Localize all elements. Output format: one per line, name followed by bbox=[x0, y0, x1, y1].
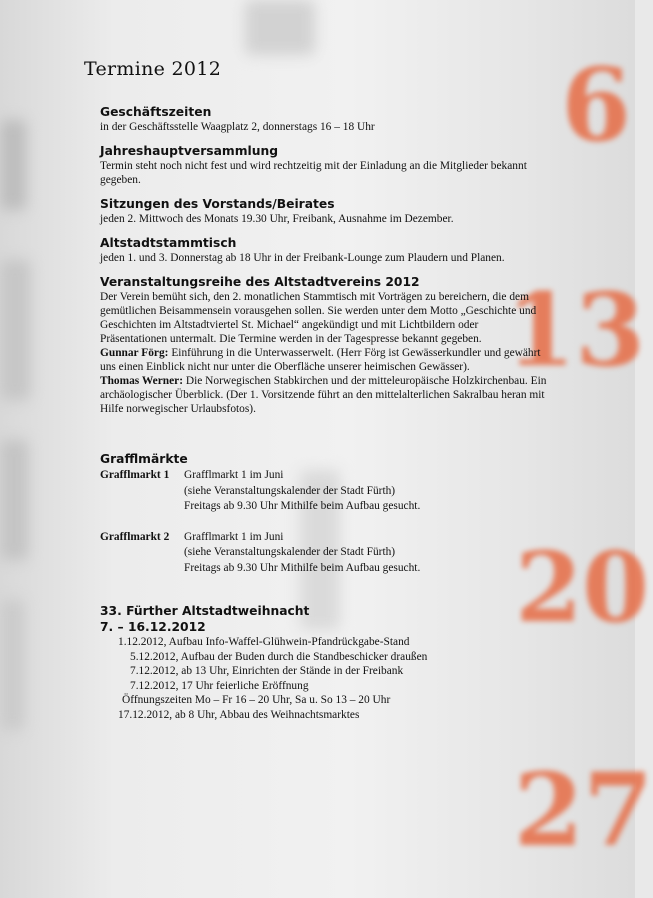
section-heading: Jahreshauptversammlung bbox=[100, 144, 279, 158]
background-number-6: 6 bbox=[561, 46, 631, 164]
section-heading: Geschäftszeiten bbox=[100, 105, 212, 119]
grafflmarkt-details bbox=[184, 530, 548, 577]
grafflmarkt-row bbox=[100, 530, 548, 577]
section-intro: Der Verein bemüht sich, den 2. monatlichen Stammtisch mit Vorträgen zu bereichern, die dem gemütlichen Beisammensein vorausgehen sollen. Sie werden unter dem Motto „Geschichte und Geschichten im Altstadtviertel St. Michael“ angekündigt und mit Lichtbildern oder Präsentationen untermalt. Die Termine werden in der Tagespresse bekannt gegeben. bbox=[100, 291, 537, 345]
detail-line: Grafflmarkt 1 im Juni bbox=[184, 530, 284, 543]
section-jahresversammlung bbox=[100, 143, 548, 187]
page-title: Termine 2012 bbox=[84, 58, 222, 80]
schedule-item: Öffnungszeiten Mo – Fr 16 – 20 Uhr, Sa u. So 13 – 20 Uhr bbox=[122, 694, 391, 706]
detail-line: (siehe Veranstaltungskalender der Stadt Fürth) bbox=[184, 546, 396, 558]
section-text: Termin steht noch nicht fest und wird rechtzeitig mit der Einladung an die Mitglieder bekannt gegeben. bbox=[100, 160, 527, 186]
talk-description: Einführung in die Unterwasserwelt. (Herr Förg ist Gewässerkundler und gewährt uns einen Einblick nicht nur unter die Oberfläche unserer heimischen Gewässer). bbox=[100, 347, 541, 373]
schedule-item: 7.12.2012, ab 13 Uhr, Einrichten der Stände in der Freibank bbox=[130, 665, 404, 677]
grafflmarkt-label: Grafflmarkt 2 bbox=[100, 530, 170, 543]
section-weihnacht bbox=[100, 603, 548, 722]
grafflmarkt-row bbox=[100, 468, 548, 515]
section-heading: Altstadtstammtisch bbox=[100, 236, 237, 250]
section-heading: Veranstaltungsreihe des Altstadtvereins 2012 bbox=[100, 275, 420, 289]
section-grafflmaerkte bbox=[100, 451, 548, 576]
weihnacht-schedule bbox=[118, 635, 548, 722]
section-text: jeden 2. Mittwoch des Monats 19.30 Uhr, Freibank, Ausnahme im Dezember. bbox=[100, 213, 454, 225]
schedule-item: 1.12.2012, Aufbau Info-Waffel-Glühwein-Pfandrückgabe-Stand bbox=[118, 636, 410, 648]
section-sitzungen bbox=[100, 196, 548, 226]
detail-line: (siehe Veranstaltungskalender der Stadt Fürth) bbox=[184, 484, 396, 497]
event-dates: 7. – 16.12.2012 bbox=[100, 620, 206, 634]
section-text: in der Geschäftsstelle Waagplatz 2, donnerstags 16 – 18 Uhr bbox=[100, 121, 375, 133]
talk-description: Die Norwegischen Stabkirchen und der mitteleuropäische Holzkirchenbau. Ein archäologischer Überblick. (Der 1. Vorsitzende führt an den mittelalterlichen Sakralbau heran mit Hilfe norwegischer Urlaubsfotos). bbox=[100, 375, 547, 415]
section-heading: 33. Fürther Altstadtweihnacht bbox=[100, 604, 310, 618]
detail-line: Freitags ab 9.30 Uhr Mithilfe beim Aufbau gesucht. bbox=[184, 561, 421, 574]
schedule-item: 7.12.2012, 17 Uhr feierliche Eröffnung bbox=[130, 679, 309, 692]
section-stammtisch bbox=[100, 235, 548, 265]
grafflmarkt-label: Grafflmarkt 1 bbox=[100, 469, 170, 481]
section-text: jeden 1. und 3. Donnerstag ab 18 Uhr in der Freibank-Lounge zum Plaudern und Planen. bbox=[100, 252, 505, 264]
section-heading: Sitzungen des Vorstands/Beirates bbox=[100, 197, 335, 211]
detail-line: Grafflmarkt 1 im Juni bbox=[184, 469, 284, 481]
background-number-27: 27 bbox=[513, 751, 653, 869]
section-geschaeftszeiten bbox=[100, 104, 548, 134]
talk-werner bbox=[100, 374, 548, 416]
schedule-item: 5.12.2012, Aufbau der Buden durch die Standbeschicker draußen bbox=[130, 650, 428, 663]
grafflmarkt-details bbox=[184, 468, 548, 515]
document-page bbox=[84, 58, 548, 731]
talk-foerg bbox=[100, 346, 548, 374]
detail-line: Freitags ab 9.30 Uhr Mithilfe beim Aufbau gesucht. bbox=[184, 500, 421, 512]
schedule-item: 17.12.2012, ab 8 Uhr, Abbau des Weihnachtsmarktes bbox=[118, 708, 360, 721]
speaker-name: Gunnar Förg: bbox=[100, 347, 169, 359]
speaker-name: Thomas Werner: bbox=[100, 375, 183, 387]
section-heading: Grafflmärkte bbox=[100, 452, 188, 466]
section-veranstaltungsreihe bbox=[100, 274, 548, 416]
background-number-20: 20 bbox=[515, 531, 649, 644]
background-number-13: 13 bbox=[505, 271, 645, 389]
